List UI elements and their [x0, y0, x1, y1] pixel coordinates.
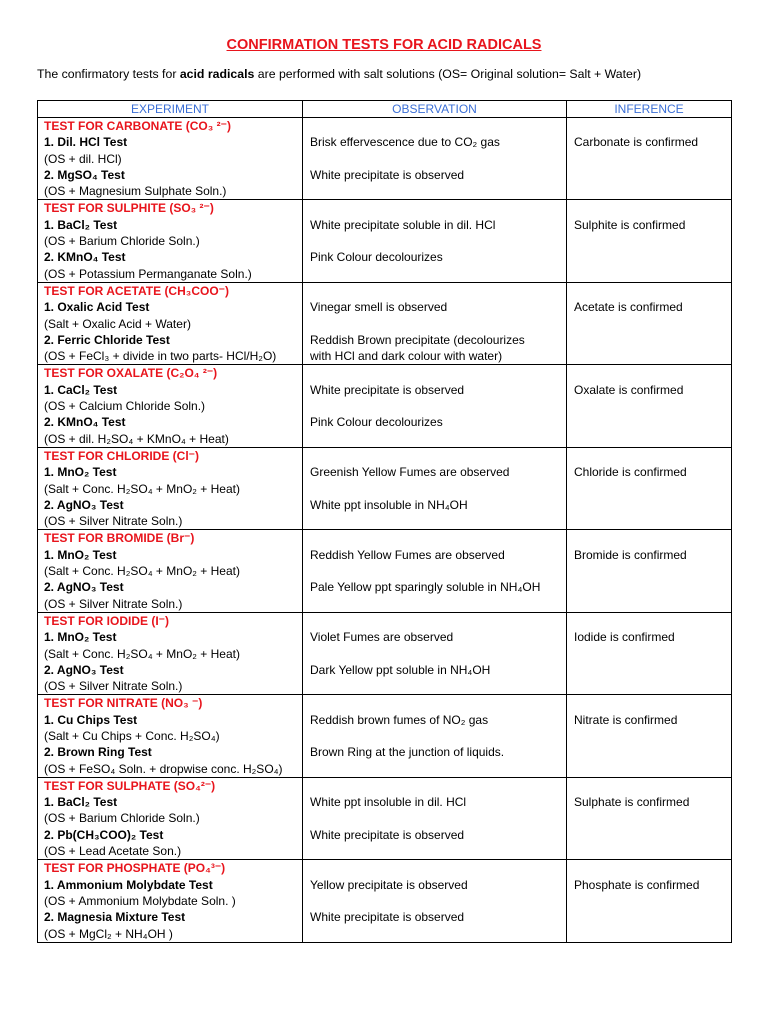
test-heading: TEST FOR CARBONATE (CO₃ ²⁻) — [44, 119, 231, 133]
observation-1: Reddish brown fumes of NO₂ gas — [310, 712, 489, 727]
experiment-cell — [38, 282, 303, 364]
observation-2: Reddish Brown precipitate (decolourizes — [310, 332, 525, 347]
intro-pre: The confirmatory tests for — [37, 67, 180, 81]
observation-1: White precipitate soluble in dil. HCl — [310, 217, 496, 232]
test-1-procedure: (OS + Calcium Chloride Soln.) — [44, 399, 206, 414]
inference-cell — [567, 282, 732, 364]
test-1-name: 1. Oxalic Acid Test — [44, 300, 150, 315]
observation-1: Yellow precipitate is observed — [310, 877, 468, 892]
observation-2-cont — [310, 431, 560, 447]
inference-cell — [567, 612, 732, 694]
table-row — [38, 447, 732, 529]
observation-1-cont — [310, 810, 560, 826]
inference-text: Iodide is confirmed — [574, 630, 675, 645]
test-1-procedure: (Salt + Cu Chips + Conc. H₂SO₄) — [44, 728, 220, 743]
experiment-cell — [38, 447, 303, 529]
test-1-procedure: (OS + Ammonium Molybdate Soln. ) — [44, 893, 236, 908]
test-1-name: 1. CaCl₂ Test — [44, 382, 118, 397]
inference-text: Nitrate is confirmed — [574, 712, 678, 727]
test-1-name: 1. BaCl₂ Test — [44, 795, 118, 810]
inference-cell — [567, 200, 732, 282]
acid-radicals-table — [37, 100, 732, 943]
intro-text — [37, 67, 641, 81]
observation-2-cont: with HCl and dark colour with water) — [310, 349, 503, 364]
observation-cell — [303, 777, 567, 859]
test-1-procedure: (OS + Barium Chloride Soln.) — [44, 234, 200, 249]
experiment-cell — [38, 695, 303, 777]
test-2-procedure: (OS + FeSO₄ Soln. + dropwise conc. H₂SO₄) — [44, 761, 283, 776]
table-row — [38, 777, 732, 859]
test-1-name: 1. MnO₂ Test — [44, 630, 117, 645]
page-title: CONFIRMATION TESTS FOR ACID RADICALS — [226, 37, 542, 53]
test-2-procedure: (OS + Potassium Permanganate Soln.) — [44, 266, 252, 281]
test-2-procedure: (OS + Silver Nitrate Soln.) — [44, 596, 183, 611]
inference-text: Chloride is confirmed — [574, 465, 687, 480]
observation-2-cont — [310, 926, 560, 942]
test-heading: TEST FOR PHOSPHATE (PO₄³⁻) — [44, 861, 226, 876]
experiment-cell — [38, 612, 303, 694]
observation-cell — [303, 200, 567, 282]
test-heading: TEST FOR CHLORIDE (Cl⁻) — [44, 448, 199, 463]
experiment-cell — [38, 530, 303, 612]
inference-cell — [567, 777, 732, 859]
inference-text: Sulphite is confirmed — [574, 217, 686, 232]
observation-1-cont — [310, 233, 560, 249]
intro-bold: acid radicals — [179, 67, 255, 81]
observation-2-cont — [310, 513, 560, 529]
test-2-name: 2. Ferric Chloride Test — [44, 332, 170, 347]
observation-1: Brisk effervescence due to CO₂ gas — [310, 135, 500, 150]
test-1-name: 1. MnO₂ Test — [44, 547, 117, 562]
experiment-cell — [38, 365, 303, 447]
test-2-name: 2. AgNO₃ Test — [44, 580, 124, 595]
observation-2-cont — [310, 183, 560, 199]
observation-1-cont — [310, 646, 560, 662]
test-1-procedure: (Salt + Conc. H₂SO₄ + MnO₂ + Heat) — [44, 646, 240, 661]
table-row — [38, 200, 732, 282]
observation-1-cont — [310, 563, 560, 579]
test-2-name: 2. MgSO₄ Test — [44, 167, 125, 182]
inference-cell — [567, 447, 732, 529]
inference-text: Oxalate is confirmed — [574, 382, 684, 397]
observation-cell — [303, 530, 567, 612]
test-1-procedure: (OS + Barium Chloride Soln.) — [44, 811, 200, 826]
observation-2: White precipitate is observed — [310, 910, 465, 925]
observation-2-cont — [310, 678, 560, 694]
table-body — [38, 118, 732, 943]
observation-1: White ppt insoluble in dil. HCl — [310, 795, 467, 810]
test-2-name: 2. KMnO₄ Test — [44, 415, 126, 430]
test-heading: TEST FOR OXALATE (C₂O₄ ²⁻) — [44, 366, 218, 381]
observation-2: Dark Yellow ppt soluble in NH₄OH — [310, 662, 491, 677]
observation-2-cont — [310, 761, 560, 777]
test-heading: TEST FOR BROMIDE (Br⁻) — [44, 531, 195, 546]
test-1-name: 1. BaCl₂ Test — [44, 217, 118, 232]
inference-cell — [567, 860, 732, 942]
observation-2: Pink Colour decolourizes — [310, 415, 443, 430]
experiment-cell — [38, 777, 303, 859]
observation-cell — [303, 447, 567, 529]
header-experiment: EXPERIMENT — [38, 101, 303, 118]
experiment-cell — [38, 118, 303, 200]
test-2-procedure: (OS + dil. H₂SO₄ + KMnO₄ + Heat) — [44, 431, 229, 446]
intro-post: are performed with salt solutions (OS= Original solution= Salt + Water) — [254, 67, 642, 81]
observation-1-cont — [310, 893, 560, 909]
test-2-procedure: (OS + Silver Nitrate Soln.) — [44, 514, 183, 529]
test-2-name: 2. Pb(CH₃COO)₂ Test — [44, 827, 164, 842]
observation-cell — [303, 860, 567, 942]
observation-1: Greenish Yellow Fumes are observed — [310, 465, 510, 480]
table-row — [38, 612, 732, 694]
test-2-procedure: (OS + MgCl₂ + NH₄OH ) — [44, 926, 173, 941]
table-row — [38, 530, 732, 612]
observation-1: Violet Fumes are observed — [310, 630, 454, 645]
observation-2: White precipitate is observed — [310, 167, 465, 182]
test-2-procedure: (OS + Silver Nitrate Soln.) — [44, 679, 183, 694]
table-header-row — [38, 101, 732, 118]
table-row — [38, 695, 732, 777]
test-heading: TEST FOR IODIDE (I⁻) — [44, 613, 169, 628]
experiment-cell — [38, 200, 303, 282]
observation-2: White ppt insoluble in NH₄OH — [310, 497, 468, 512]
observation-2-cont — [310, 843, 560, 859]
test-1-name: 1. MnO₂ Test — [44, 465, 117, 480]
test-1-name: 1. Ammonium Molybdate Test — [44, 877, 213, 892]
observation-cell — [303, 365, 567, 447]
observation-1-cont — [310, 316, 560, 332]
header-inference: INFERENCE — [567, 101, 732, 118]
inference-text: Acetate is confirmed — [574, 300, 683, 315]
inference-text: Sulphate is confirmed — [574, 795, 690, 810]
test-1-procedure: (OS + dil. HCl) — [44, 151, 122, 166]
test-2-procedure: (OS + Magnesium Sulphate Soln.) — [44, 184, 227, 199]
observation-cell — [303, 282, 567, 364]
test-2-name: 2. AgNO₃ Test — [44, 662, 124, 677]
table-row — [38, 118, 732, 200]
observation-2: White precipitate is observed — [310, 827, 465, 842]
table-row — [38, 860, 732, 942]
table-row — [38, 365, 732, 447]
observation-1-cont — [310, 481, 560, 497]
test-1-name: 1. Cu Chips Test — [44, 712, 138, 727]
observation-cell — [303, 695, 567, 777]
inference-cell — [567, 118, 732, 200]
table-row — [38, 282, 732, 364]
observation-1-cont — [310, 398, 560, 414]
test-2-name: 2. Magnesia Mixture Test — [44, 910, 186, 925]
test-heading: TEST FOR SULPHITE (SO₃ ²⁻) — [44, 201, 214, 216]
observation-2-cont — [310, 596, 560, 612]
inference-cell — [567, 695, 732, 777]
test-1-name: 1. Dil. HCl Test — [44, 135, 128, 150]
test-1-procedure: (Salt + Conc. H₂SO₄ + MnO₂ + Heat) — [44, 564, 240, 579]
observation-1: White precipitate is observed — [310, 382, 465, 397]
observation-cell — [303, 118, 567, 200]
observation-1: Reddish Yellow Fumes are observed — [310, 547, 505, 562]
observation-2: Pale Yellow ppt sparingly soluble in NH₄OH — [310, 580, 541, 595]
observation-cell — [303, 612, 567, 694]
test-2-name: 2. Brown Ring Test — [44, 745, 152, 760]
header-observation: OBSERVATION — [303, 101, 567, 118]
test-heading: TEST FOR SULPHATE (SO₄²⁻) — [44, 778, 216, 793]
test-2-name: 2. AgNO₃ Test — [44, 497, 124, 512]
test-heading: TEST FOR NITRATE (NO₃ ⁻) — [44, 696, 203, 711]
test-2-procedure: (OS + FeCl₃ + divide in two parts- HCl/H₂O) — [44, 349, 277, 364]
test-2-procedure: (OS + Lead Acetate Son.) — [44, 844, 182, 859]
observation-1-cont — [310, 728, 560, 744]
inference-cell — [567, 365, 732, 447]
observation-2-cont — [310, 266, 560, 282]
observation-2: Brown Ring at the junction of liquids. — [310, 745, 505, 760]
observation-1: Vinegar smell is observed — [310, 300, 448, 315]
inference-text: Carbonate is confirmed — [574, 135, 699, 150]
test-1-procedure: (Salt + Oxalic Acid + Water) — [44, 316, 191, 331]
experiment-cell — [38, 860, 303, 942]
inference-text: Phosphate is confirmed — [574, 877, 700, 892]
observation-1-cont — [310, 151, 560, 167]
test-1-procedure: (Salt + Conc. H₂SO₄ + MnO₂ + Heat) — [44, 481, 240, 496]
test-heading: TEST FOR ACETATE (CH₃COO⁻) — [44, 283, 229, 298]
test-2-name: 2. KMnO₄ Test — [44, 250, 126, 265]
inference-text: Bromide is confirmed — [574, 547, 687, 562]
inference-cell — [567, 530, 732, 612]
observation-2: Pink Colour decolourizes — [310, 250, 443, 265]
